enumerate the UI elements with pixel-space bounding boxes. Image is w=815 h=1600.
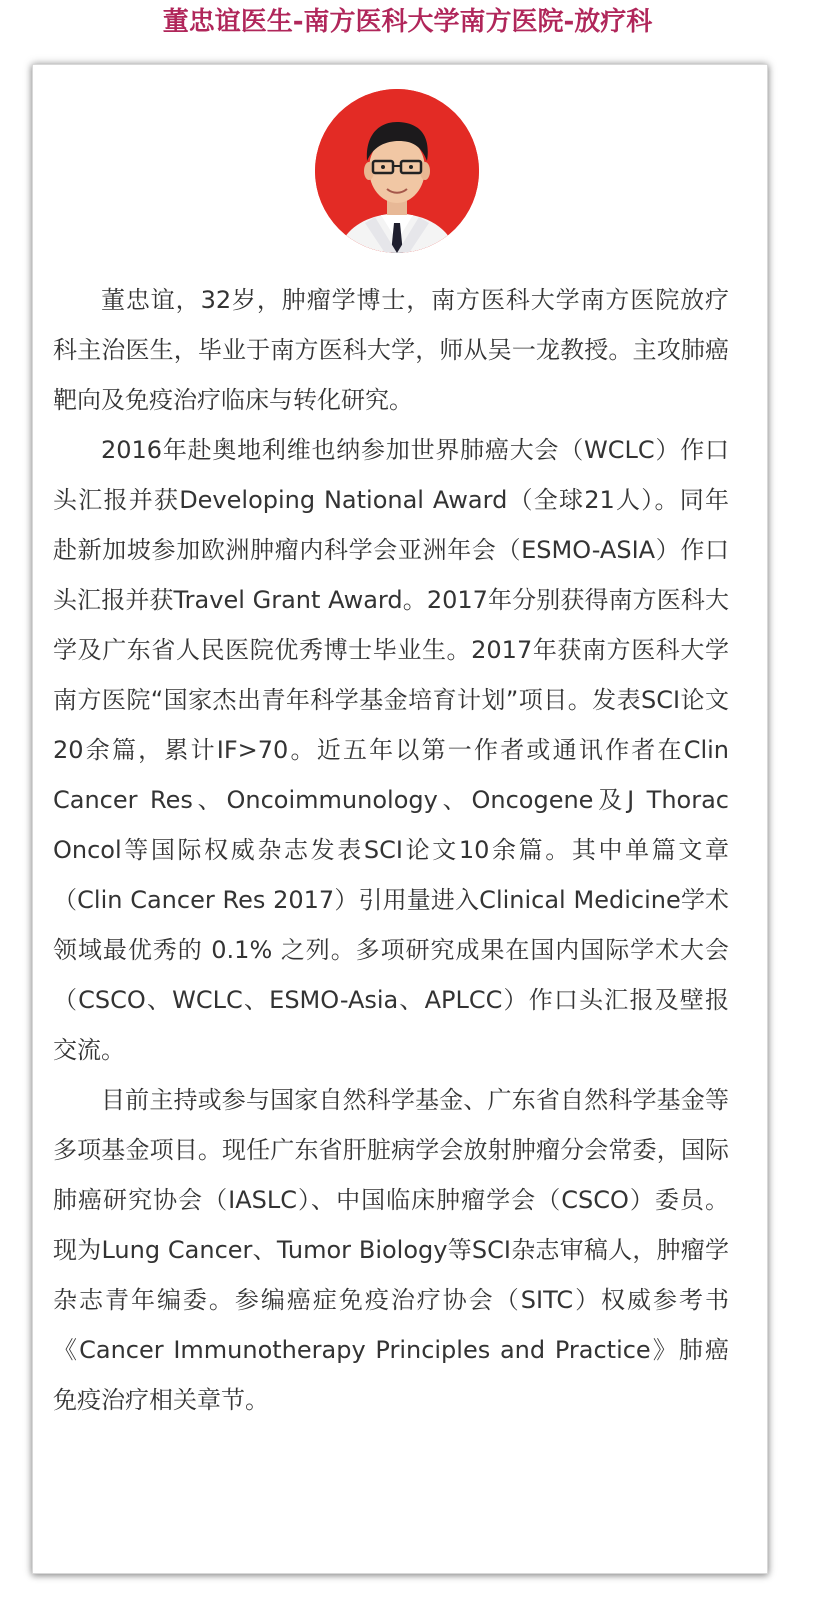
bio-paragraph-2: 2016年赴奥地利维也纳参加世界肺癌大会（WCLC）作口头汇报并获Developing National Award（全球21人）。同年赴新加坡参加欧洲肿瘤内科学会亚洲年会（ESMO-ASIA）作口头汇报并获Travel Grant Award。2017年分别获得南方医科大学及广东省人民医院优秀博士毕业生。2017年获南方医科大学南方医院“国家杰出青年科学基金培育计划”项目。发表SCI论文20余篇，累计IF>70。近五年以第一作者或通讯作者在Clin Cancer Res、Oncoimmunology、Oncogene及J Thorac Oncol等国际权威杂志发表SCI论文10余篇。其中单篇文章（Clin Cancer Res 2017）引用量进入Clinical Medicine学术领域最优秀的 0.1% 之列。多项研究成果在国内国际学术大会（CSCO、WCLC、ESMO-Asia、APLCC）作口头汇报及壁报交流。 [53, 436, 729, 1064]
page-title: 董忠谊医生-南方医科大学南方医院-放疗科 [162, 7, 653, 37]
profile-card [32, 64, 768, 1574]
doctor-photo [315, 89, 479, 253]
bio-paragraph-3: 目前主持或参与国家自然科学基金、广东省自然科学基金等多项基金项目。现任广东省肝脏病学会放射肿瘤分会常委，国际肺癌研究协会（IASLC）、中国临床肿瘤学会（CSCO）委员。现为Lung Cancer、Tumor Biology等SCI杂志审稿人，肿瘤学杂志青年编委。参编癌症免疫治疗协会（SITC）权威参考书《Cancer Immunotherapy Principles and Practice》肺癌免疫治疗相关章节。 [53, 1086, 729, 1414]
bio-paragraph-1: 董忠谊，32岁，肿瘤学博士，南方医科大学南方医院放疗科主治医生，毕业于南方医科大学，师从吴一龙教授。主攻肺癌靶向及免疫治疗临床与转化研究。 [53, 286, 729, 414]
doctor-bio [53, 275, 729, 1425]
doctor-portrait-icon [315, 89, 479, 253]
